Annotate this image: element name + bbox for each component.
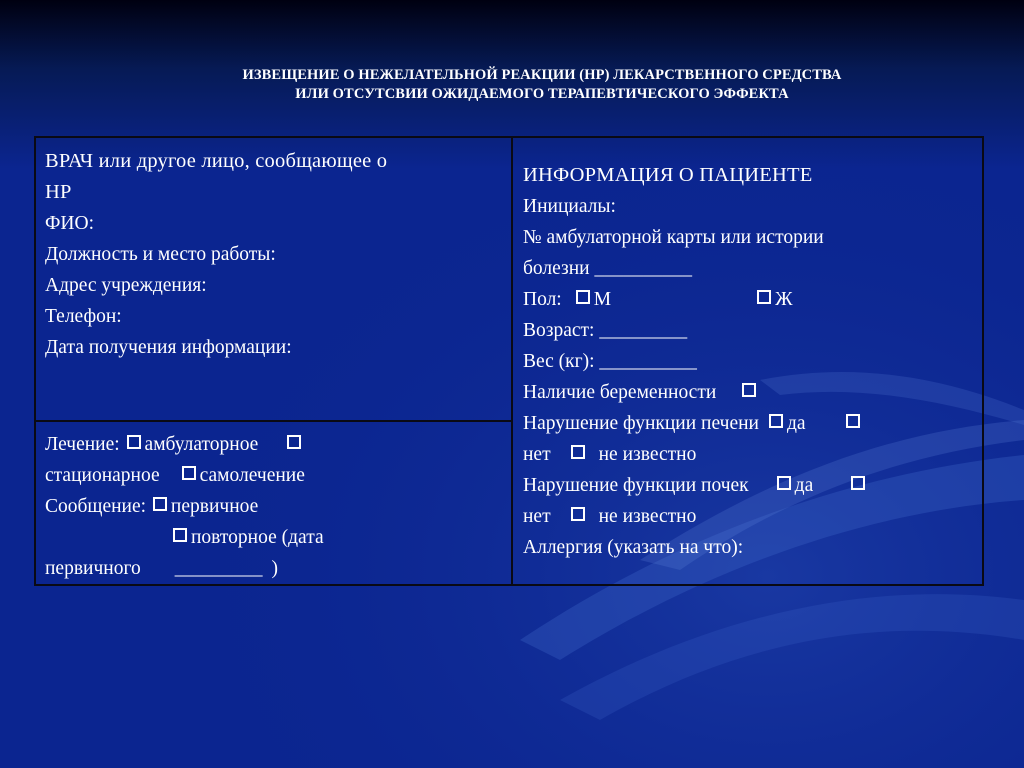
kidney-no-checkbox[interactable] <box>851 476 865 490</box>
pregnancy-checkbox[interactable] <box>742 383 756 397</box>
reporter-position: Должность и место работы: <box>45 244 276 265</box>
patient-allergy: Аллергия (указать на что): <box>523 537 744 558</box>
reporter-heading-line-1: ВРАЧ или другое лицо, сообщающее о <box>45 150 388 172</box>
reporter-phone: Телефон: <box>45 306 122 327</box>
pregnancy-row <box>523 377 974 408</box>
repeat-report-checkbox[interactable] <box>173 528 187 542</box>
kidney-label: Нарушение функции почек <box>523 475 749 496</box>
liver-yes-checkbox[interactable] <box>769 414 783 428</box>
kidney-unknown-label: не известно <box>598 506 697 527</box>
patient-initials: Инициалы: <box>523 196 616 217</box>
title-line-2: ИЛИ ОТСУТСВИИ ОЖИДАЕМОГО ТЕРАПЕВТИЧЕСКОГО ЭФФЕКТА <box>295 86 789 102</box>
primary-date-field[interactable]: _________ <box>174 558 263 579</box>
liver-unknown-checkbox[interactable] <box>571 445 585 459</box>
sex-male-checkbox[interactable] <box>576 290 590 304</box>
sex-label: Пол: <box>523 289 562 310</box>
sex-female-label: Ж <box>775 289 793 310</box>
primary-report-label: первичное <box>170 496 259 517</box>
liver-label: Нарушение функции печени <box>523 413 759 434</box>
kidney-unknown-checkbox[interactable] <box>571 507 585 521</box>
close-paren: ) <box>271 558 278 579</box>
patient-section <box>511 136 984 586</box>
repeat-report-label: повторное (дата <box>191 527 324 548</box>
kidney-row-2 <box>523 501 974 532</box>
report-row-2 <box>45 522 503 553</box>
patient-weight: Вес (кг): __________ <box>523 351 697 372</box>
liver-no-checkbox[interactable] <box>846 414 860 428</box>
patient-heading: ИНФОРМАЦИЯ О ПАЦИЕНТЕ <box>523 164 813 186</box>
kidney-row <box>523 470 974 501</box>
treatment-row-1 <box>45 429 503 460</box>
page-title <box>0 66 1024 104</box>
inpatient-label: стационарное <box>45 465 160 486</box>
sex-row <box>523 284 974 315</box>
inpatient-checkbox[interactable] <box>287 435 301 449</box>
kidney-no-label: нет <box>523 506 551 527</box>
kidney-yes-label: да <box>794 475 814 496</box>
liver-unknown-label: не известно <box>598 444 697 465</box>
reporter-date: Дата получения информации: <box>45 337 292 358</box>
primary-date-label: первичного <box>45 558 141 579</box>
reporter-fio: ФИО: <box>45 213 94 234</box>
liver-yes-label: да <box>786 413 806 434</box>
outpatient-checkbox[interactable] <box>127 435 141 449</box>
liver-no-label: нет <box>523 444 551 465</box>
sex-female-checkbox[interactable] <box>757 290 771 304</box>
sex-male-label: М <box>593 289 612 310</box>
treatment-row-2 <box>45 460 503 491</box>
treatment-label: Лечение: <box>45 434 120 455</box>
report-row-3 <box>45 553 503 584</box>
self-treatment-label: самолечение <box>199 465 305 486</box>
pregnancy-label: Наличие беременности <box>523 382 717 403</box>
liver-row <box>523 408 974 439</box>
patient-card-line-2: болезни __________ <box>523 258 692 279</box>
title-line-1: ИЗВЕЩЕНИЕ О НЕЖЕЛАТЕЛЬНОЙ РЕАКЦИИ (НР) ЛЕКАРСТВЕННОГО СРЕДСТВА <box>242 67 842 83</box>
report-label: Сообщение: <box>45 496 147 517</box>
reporter-section <box>34 136 513 422</box>
reporter-heading-line-2: НР <box>45 181 72 203</box>
outpatient-label: амбулаторное <box>144 434 259 455</box>
reporter-address: Адрес учреждения: <box>45 275 207 296</box>
liver-row-2 <box>523 439 974 470</box>
report-row-1 <box>45 491 503 522</box>
primary-report-checkbox[interactable] <box>153 497 167 511</box>
self-treatment-checkbox[interactable] <box>182 466 196 480</box>
treatment-section <box>34 420 513 586</box>
patient-card-line-1: № амбулаторной карты или истории <box>523 227 824 248</box>
patient-age: Возраст: _________ <box>523 320 688 341</box>
kidney-yes-checkbox[interactable] <box>777 476 791 490</box>
